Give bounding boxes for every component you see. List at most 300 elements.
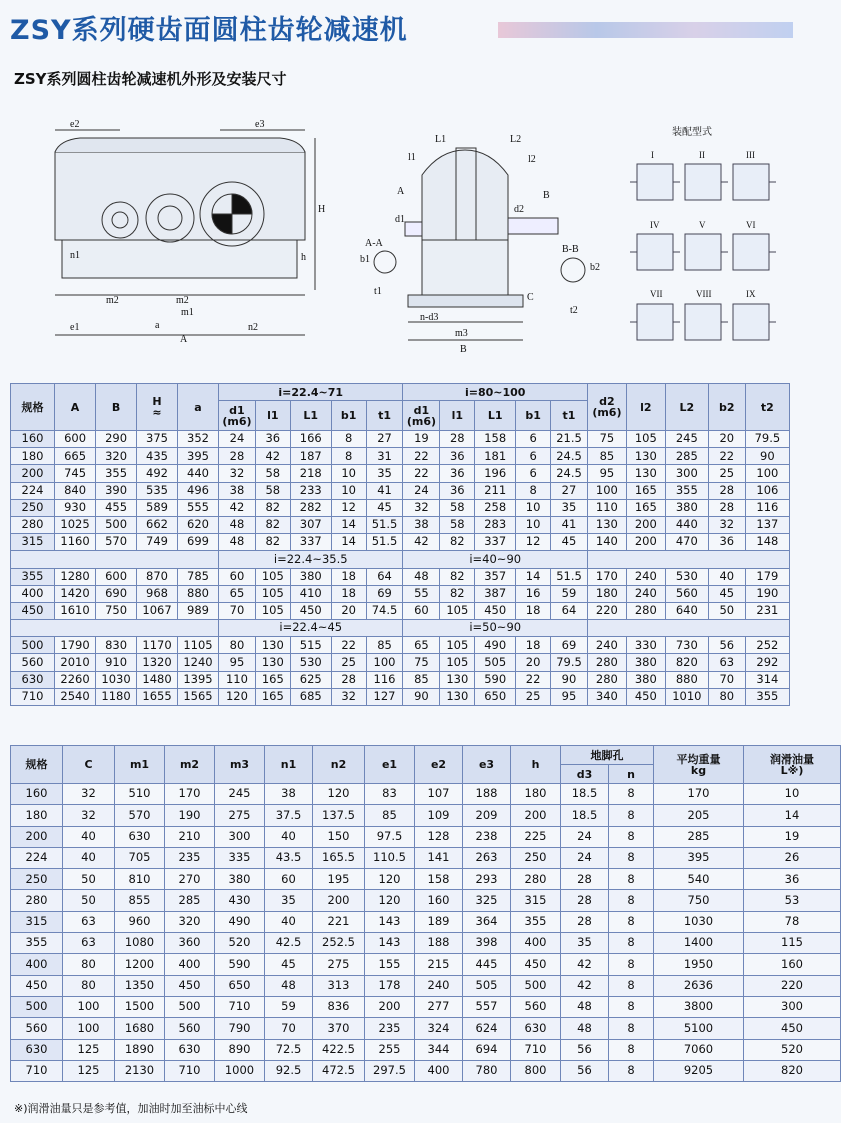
table-cell: 36 [440,465,475,482]
table-cell: 800 [511,1060,561,1081]
table-cell: 400 [165,954,215,975]
table-cell: 220 [744,975,841,996]
table-cell: 400 [415,1060,463,1081]
th-H-approx: ≈ [152,406,162,419]
table-cell: 14 [744,805,841,826]
assembly-label-2: II [699,150,705,160]
table-cell: 1420 [55,585,96,602]
table-cell: 48 [561,1018,609,1039]
label-a: a [155,320,160,331]
table-cell: 21.5 [551,431,588,448]
table-cell: 100 [366,654,403,671]
table-row [11,637,790,654]
assembly-label-5: V [699,220,706,230]
table-cell: 32 [403,499,440,516]
table-cell: 120 [365,869,415,890]
spec-cell: 450 [11,602,55,619]
table-cell: 370 [313,1018,365,1039]
table-cell: 12 [331,499,366,516]
ratio-band-row [11,620,790,637]
assembly-label-7: VII [650,289,663,299]
table-cell: 32 [219,465,256,482]
table-row [11,975,841,996]
table-cell: 205 [654,805,744,826]
table-cell: 90 [551,671,588,688]
table-cell: 209 [463,805,511,826]
table-cell: 1400 [654,933,744,954]
table-cell: 555 [178,499,219,516]
table-cell: 277 [415,996,463,1017]
table-cell: 640 [665,602,708,619]
table-cell: 64 [551,602,588,619]
table-cell: 195 [313,869,365,890]
table-cell: 137 [745,516,789,533]
table-cell: 10 [516,516,551,533]
t2-th-oil-label: 润滑油量 [770,752,814,766]
table-cell: 125 [63,1060,115,1081]
table-cell: 60 [403,602,440,619]
table-cell: 330 [626,637,665,654]
spec-cell: 355 [11,933,63,954]
table-cell: 472.5 [313,1060,365,1081]
table-cell: 28 [440,431,475,448]
table-cell: 22 [331,637,366,654]
table-cell: 730 [665,637,708,654]
table-cell: 24 [403,482,440,499]
th-A: A [55,384,96,431]
spec-cell: 450 [11,975,63,996]
table-cell: 600 [96,568,137,585]
label-H: H [318,204,326,215]
table-cell: 130 [587,516,626,533]
table-cell: 238 [463,826,511,847]
table-cell: 430 [215,890,265,911]
table-cell: 32 [708,516,745,533]
table-cell: 55 [403,585,440,602]
table-cell: 105 [440,602,475,619]
table-cell: 450 [475,602,516,619]
table-cell: 137.5 [313,805,365,826]
spec-cell: 200 [11,465,55,482]
spec-cell: 710 [11,1060,63,1081]
table-cell: 85 [365,805,415,826]
table-cell: 590 [475,671,516,688]
table-cell: 60 [265,869,313,890]
dimension-table-2 [10,745,841,1082]
table-row [11,585,790,602]
band-ratio-2: i=50~90 [403,620,587,637]
th-group-i1: i=22.4~71 [219,384,403,401]
table-row [11,826,841,847]
table-cell: 560 [511,996,561,1017]
label-BB-section: B-B [562,244,579,255]
th-t1-g1: t1 [366,401,403,431]
table-cell: 3800 [654,996,744,1017]
table-cell: 589 [137,499,178,516]
th-spec: 规格 [11,384,55,431]
table-cell: 143 [365,911,415,932]
table-cell: 280 [587,671,626,688]
table-row [11,890,841,911]
table-cell: 85 [587,448,626,465]
table-cell: 1395 [178,671,219,688]
table-cell: 18 [331,585,366,602]
table-cell: 694 [463,1039,511,1060]
table-cell: 187 [290,448,331,465]
table-cell: 105 [255,602,290,619]
table-cell: 92.5 [265,1060,313,1081]
table-cell: 320 [165,911,215,932]
table-cell: 1170 [137,637,178,654]
table-cell: 8 [609,1039,654,1060]
label-m3: m3 [455,328,468,339]
table-cell: 90 [745,448,789,465]
table-cell: 20 [708,431,745,448]
table-cell: 78 [744,911,841,932]
table-cell: 380 [290,568,331,585]
table-cell: 48 [265,975,313,996]
table-cell: 158 [475,431,516,448]
table-cell: 440 [665,516,708,533]
t2-th-m1: m1 [115,746,165,784]
table-cell: 28 [331,671,366,688]
table-cell: 170 [165,784,215,805]
label-B-marker: B [543,190,550,201]
table-cell: 364 [463,911,511,932]
table-cell: 69 [551,637,588,654]
table-cell: 116 [366,671,403,688]
table-cell: 158 [415,869,463,890]
table-cell: 97.5 [365,826,415,847]
table-cell: 18 [516,602,551,619]
table-cell: 19 [744,826,841,847]
table-cell: 64 [366,568,403,585]
table-cell: 1160 [55,534,96,551]
table-cell: 45 [708,585,745,602]
label-A-marker: A [397,186,405,197]
spec-cell: 200 [11,826,63,847]
table-cell: 357 [475,568,516,585]
table-cell: 58 [440,516,475,533]
table-cell: 80 [63,975,115,996]
table-cell: 36 [440,482,475,499]
th-l1-g2: l1 [440,401,475,431]
table-cell: 530 [290,654,331,671]
table-cell: 82 [440,568,475,585]
t2-th-n: n [609,765,654,784]
table-row [11,534,790,551]
table-cell: 165 [626,499,665,516]
table-cell: 65 [403,637,440,654]
th-a: a [178,384,219,431]
table-cell: 1000 [215,1060,265,1081]
table-cell: 22 [708,448,745,465]
table-cell: 130 [626,465,665,482]
label-n2: n2 [248,322,258,333]
t2-th-n1: n1 [265,746,313,784]
table-cell: 130 [440,671,475,688]
label-h: h [301,252,306,263]
table-cell: 300 [215,826,265,847]
spec-cell: 224 [11,847,63,868]
table-cell: 45 [551,534,588,551]
table-cell: 450 [290,602,331,619]
table-cell: 520 [215,933,265,954]
table-cell: 165 [626,482,665,499]
spec-cell: 315 [11,534,55,551]
band-blank [587,620,789,637]
table-cell: 18.5 [561,784,609,805]
table-cell: 750 [96,602,137,619]
label-n1: n1 [70,250,80,261]
table-cell: 109 [415,805,463,826]
spec-cell: 180 [11,805,63,826]
table-cell: 8 [609,805,654,826]
table-cell: 240 [626,568,665,585]
table-cell: 190 [745,585,789,602]
table-cell: 870 [137,568,178,585]
table-cell: 1500 [115,996,165,1017]
table-cell: 355 [745,688,789,705]
table-cell: 324 [415,1018,463,1039]
table-cell: 505 [463,975,511,996]
table-cell: 130 [255,654,290,671]
table-cell: 24.5 [551,465,588,482]
th-L2: L2 [665,384,708,431]
table-cell: 1565 [178,688,219,705]
table-cell: 500 [165,996,215,1017]
table-cell: 6 [516,465,551,482]
dimension-table-1 [10,383,790,706]
table-cell: 18 [516,637,551,654]
table-cell: 210 [165,826,215,847]
table-cell: 410 [290,585,331,602]
assembly-label-1: I [651,150,654,160]
table-row [11,1039,841,1060]
table-cell: 313 [313,975,365,996]
label-e1: e1 [70,322,80,333]
t2-th-oil-unit: L※) [780,763,804,777]
table-cell: 25 [516,688,551,705]
table-cell: 82 [255,534,290,551]
table-cell: 28 [561,869,609,890]
th-l2: l2 [626,384,665,431]
table-cell: 59 [265,996,313,1017]
table-cell: 32 [63,784,115,805]
table-cell: 470 [665,534,708,551]
table-cell: 166 [290,431,331,448]
spec-cell: 560 [11,1018,63,1039]
table-cell: 225 [511,826,561,847]
table-row [11,869,841,890]
table-cell: 1790 [55,637,96,654]
table-cell: 14 [516,568,551,585]
table-cell: 490 [475,637,516,654]
spec-cell: 355 [11,568,55,585]
table-cell: 58 [255,482,290,499]
table-cell: 50 [708,602,745,619]
section-subtitle: ZSY系列圆柱齿轮减速机外形及安装尺寸 [14,70,287,88]
table-cell: 35 [551,499,588,516]
spec-cell: 400 [11,585,55,602]
table-cell: 36 [708,534,745,551]
table-cell: 624 [463,1018,511,1039]
table-cell: 56 [561,1060,609,1081]
table-cell: 280 [626,602,665,619]
table-cell: 165.5 [313,847,365,868]
table-cell: 188 [415,933,463,954]
table-cell: 355 [96,465,137,482]
table-cell: 630 [115,826,165,847]
table-cell: 83 [365,784,415,805]
table-cell: 263 [463,847,511,868]
table-cell: 250 [511,847,561,868]
table-cell: 70 [219,602,256,619]
table-cell: 28 [219,448,256,465]
table-cell: 8 [609,1060,654,1081]
table-cell: 196 [475,465,516,482]
table-cell: 520 [744,1039,841,1060]
table-cell: 1890 [115,1039,165,1060]
table-cell: 8 [609,890,654,911]
table-cell: 200 [626,516,665,533]
table-cell: 968 [137,585,178,602]
table-cell: 95 [551,688,588,705]
table-cell: 275 [215,805,265,826]
table-cell: 930 [55,499,96,516]
table-cell: 95 [219,654,256,671]
table-row [11,805,841,826]
t2-th-weight-label: 平均重量 [676,752,721,766]
table-cell: 25 [331,654,366,671]
label-L1: L1 [435,134,447,145]
table-row [11,499,790,516]
table-cell: 630 [165,1039,215,1060]
table-cell: 155 [365,954,415,975]
table-cell: 785 [178,568,219,585]
table-cell: 233 [290,482,331,499]
table-cell: 120 [365,890,415,911]
table-cell: 180 [587,585,626,602]
table-cell: 422.5 [313,1039,365,1060]
table-cell: 130 [255,637,290,654]
table-cell: 22 [516,671,551,688]
table-row [11,448,790,465]
band-ratio-2: i=40~90 [403,551,587,568]
table-cell: 105 [440,654,475,671]
table-cell: 492 [137,465,178,482]
table-cell: 179 [745,568,789,585]
table-cell: 496 [178,482,219,499]
table-cell: 8 [331,448,366,465]
spec-cell: 160 [11,784,63,805]
label-t1: t1 [374,286,382,297]
table-cell: 56 [708,637,745,654]
table-cell: 8 [609,954,654,975]
spec-cell: 250 [11,499,55,516]
table-cell: 36 [255,431,290,448]
band-blank [11,620,219,637]
table-cell: 445 [463,954,511,975]
table-cell: 31 [366,448,403,465]
assembly-title: 装配型式 [672,127,712,138]
spec-cell: 250 [11,869,63,890]
table-cell: 110.5 [365,847,415,868]
table-cell: 2636 [654,975,744,996]
table-cell: 337 [290,534,331,551]
table-cell: 500 [96,516,137,533]
t2-th-weight [654,746,744,784]
table-cell: 400 [511,933,561,954]
table-cell: 8 [609,826,654,847]
label-t2: t2 [570,305,578,316]
table-cell: 2130 [115,1060,165,1081]
table-cell: 880 [665,671,708,688]
table-cell: 1240 [178,654,219,671]
table-cell: 24 [219,431,256,448]
table-cell: 395 [654,847,744,868]
table-cell: 36 [440,448,475,465]
table-cell: 855 [115,890,165,911]
table-cell: 1030 [96,671,137,688]
table-cell: 35 [366,465,403,482]
spec-cell: 280 [11,890,63,911]
table-cell: 115 [744,933,841,954]
table-cell: 8 [609,933,654,954]
spec-cell: 500 [11,996,63,1017]
table-cell: 79.5 [745,431,789,448]
table-row [11,602,790,619]
th-d1-g2-label: d1 [413,403,430,417]
table-row [11,671,790,688]
th-H [137,384,178,431]
table-cell: 180 [511,784,561,805]
table-cell: 35 [265,890,313,911]
table-cell: 43.5 [265,847,313,868]
table-cell: 325 [463,890,511,911]
table-cell: 235 [365,1018,415,1039]
table-cell: 28 [561,911,609,932]
table-cell: 32 [63,805,115,826]
table-cell: 245 [215,784,265,805]
table-cell: 530 [665,568,708,585]
table-cell: 840 [55,482,96,499]
table-cell: 41 [551,516,588,533]
table-cell: 600 [55,431,96,448]
table-row [11,654,790,671]
table-cell: 699 [178,534,219,551]
table-cell: 625 [290,671,331,688]
table-cell: 1950 [654,954,744,975]
table-cell: 231 [745,602,789,619]
table-cell: 221 [313,911,365,932]
spec-cell: 315 [11,911,63,932]
table-cell: 836 [313,996,365,1017]
table-cell: 220 [587,602,626,619]
drawings-area [10,100,790,370]
table-cell: 82 [255,499,290,516]
table-cell: 125 [63,1039,115,1060]
table-cell: 130 [626,448,665,465]
table-cell: 10 [744,784,841,805]
table-cell: 14 [331,516,366,533]
band-blank [587,551,789,568]
table-cell: 9205 [654,1060,744,1081]
table-cell: 560 [165,1018,215,1039]
table-cell: 22 [403,448,440,465]
table-cell: 6 [516,431,551,448]
table-cell: 662 [137,516,178,533]
